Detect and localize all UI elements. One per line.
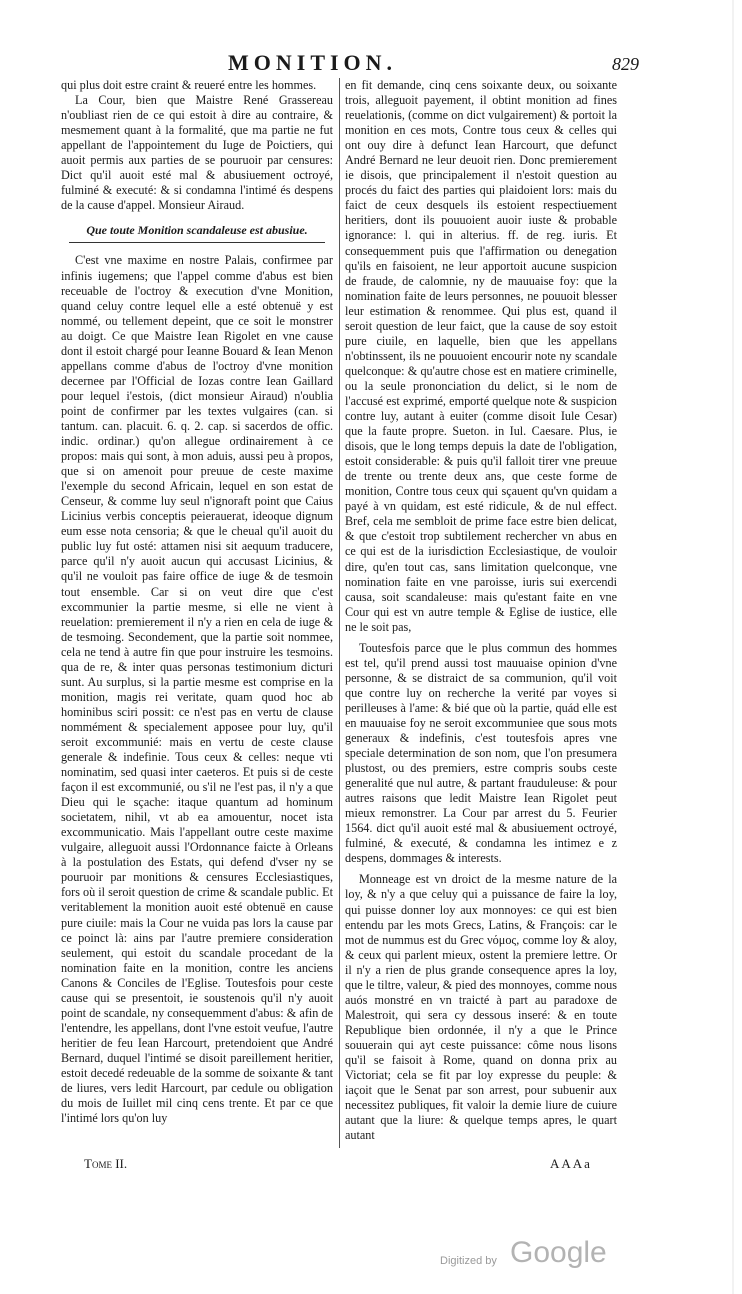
court-decision-paragraph: Toutesfois parce que le plus commun des hommes est tel, qu'il prend aussi tost mauuaise opinion d'vne personne, & se distraict de sa communion, qu'il voit que contre luy on recherche la verité par voyes si perilleuses à l'ame: & bié que où la partie, quád elle est en mauuaise foy ne seroit excommuniee que sous mots generaux & indefinis, c'est toutesfois apres vne speciale determination de son nom, que l'on presumera plustost, ou des premiers, estre compris soubs ceste generalité que nul autre, & partant frauduleuse: & pour autres raisons que ledit Maistre Iean Rigolet peut mieux remonstrer. La Cour par arrest du 5. Feurier 1564. dict qu'il auoit esté mal & abusiuement octroyé, fulminé, & executé, & condamna les intimez e z despens, dommages & interests. — [345, 640, 617, 866]
monneage-paragraph: Monneage est vn droict de la mesme nature de la loy, & n'y a que celuy qui a puissance de faire la loy, qui puisse donner loy aux monnoyes: ce qui est bien entendu par les mots Grecs, Latins, & François: car le mot de nummus est du Grec νόμος, comme loy & aloy, & ceux qui parlent mieux, ostent la premiere lettre. Or il n'y a rien de plus grande consequence apres la loy, que le tiltre, valeur, & pied des monnoyes, comme nous auós monstré en vn traicté à part au paradoxe de Malestroit, qui sera cy dessous inseré: & en toute Republique bien ordonnée, il n'y a que le Prince souuerain qui ayt ceste puissance: côme nous lisons qu'il se faisoit à Rome, quand on donna prix au Victoriat; cela se fit par loy expresse du peuple: & iaçoit que le Senat par son arrest, pour subuenir aux necessitez publiques, fit valoir la demie liure de cuiure autant que la liure: & quelque temps apres, le quart autant — [345, 872, 617, 1143]
page-number: 829 — [612, 54, 639, 74]
page-footer — [0, 1156, 742, 1176]
tome-label: Tome II. — [84, 1156, 128, 1171]
section-divider — [69, 242, 325, 243]
google-logo: Google — [510, 1236, 607, 1269]
continuation-paragraph: qui plus doit estre craint & reueré entre les hommes. — [61, 78, 317, 92]
page-edge — [732, 0, 734, 1294]
column-divider — [339, 78, 340, 1148]
running-head — [0, 50, 742, 80]
digitized-by-label: Digitized by — [440, 1255, 497, 1267]
court-ruling-paragraph: La Cour, bien que Maistre René Grassereau n'oubliast rien de ce qui estoit à dire au contraire, & mesmement quant à la formalité, que ma partie ne fut appellant de l'appointement du Iuge de Poictiers, qui auoit permis aux parties de se pouruoir par censures: Dict qu'il auoit esté mal & abusiuement octroyé, fulminé & executé: & si condamna l'intimé és despens de la cause d'appel. Monsieur Airaud. — [61, 93, 333, 213]
signature-mark: AAAa — [550, 1156, 592, 1171]
section-heading: Que toute Monition scandaleuse est abusiue. — [86, 223, 308, 238]
right-column — [345, 78, 617, 1143]
monition-argument-paragraph: en fit demande, cinq cens soixante deux, ou soixante trois, alleguoit payement, il obtint monition ad fines reuelationis, (comme on dict vulgairement) & portoit la monition en ces mots, Contre tous ceux & celles qui ont ouy dire à defunct Iean Harcourt, que defunct André Bernard ne leur deuoit rien. Donc premierement ie disois, que principalement il n'estoit question au procés du faict des parties qui plaidoient lors: mais du faict de ceux desquels ils estoient respectiuement heritiers, dont ils pouuoient auoir iuste & probable ignorance: l. qui in alterius. ff. de reg. iuris. Et consequemment puis que l'affirmation ou denegation qu'ils en faisoient, ne leur apportoit aucune suspicion de fraude, de calomnie, ny de mauuaise foy: que la nomination faite de leurs personnes, ne pouuoit blesser leur estimation & renommee. Qui plus est, quand il seroit question de leur faict, que la cause de soy estoit pure ciuile, en laquelle, bien que les appellans n'obtinssent, ils ne pouuoient encourir note ny scandale quelconque: & qu'autre chose est en matiere criminelle, ou la seule prononciation du delict, si le nom de l'accusé est exprimé, emporté quelque note & suspicion contre luy, autant à euiter (comme disoit Iule Cesar) que la faute propre. Sueton. in Iul. Caesare. Plus, ie disois, que le long temps depuis la date de l'obligation, estoit considerable: & puis qu'il falloit tirer vne preuue de trente ou trente deux ans, que ceste forme de monition, Contre tous ceux qui sçauent qu'vn quidam a payé à vn quidam, est esté ridicule, & de nul effect. Bref, cela me sembloit de prime face estre bien delicat, & que c'estoit trop subtilement rechercher vn abus en ce qui est de la iurisdiction Ecclesiastique, de vouloir dire, qu'en tout cas, sans limitation quelconque, vne nomination faite en vne paroisse, iuris sui exercendi causa, soit scandaleuse: mais qu'estant faite en vne Cour qui est vn autre temple & Eglise de iustice, elle ne le soit pas, — [345, 78, 617, 634]
left-column — [61, 78, 333, 1126]
google-watermark — [440, 1236, 640, 1276]
maxim-paragraph: C'est vne maxime en nostre Palais, confirmee par infinis iugemens; que l'appel comme d'abus est bien receuable de l'octroy & execution d'vne Monition, quand celuy contre lequel elle a esté obtenuë y est nommé, ou tellement depeint, que ce soit le monstrer au doigt. Ce que Maistre Iean Rigolet en vne cause dont il estoit chargé pour Ieanne Bouard & Iean Menon appellans comme d'abus de l'octroy d'vne monition decernee par l'Official de Iozas contre Iean Gaillard pour lequel i'estois, (dict monsieur Airaud) n'oublia point de confirmer par les textes vulgaires (can. si tantum. can. placuit. 6. q. 2. cap. si sacerdos de offic. indic. ordinar.) qu'on allegue ordinairement à ce propos: mais qui sont, à mon aduis, aussi peu à propos, que si on amenoit pour preuue de ceste maxime l'exemple du second Africain, lequel en son estat de Censeur, & comme luy seul n'ignoraft point que Caius Licinius verbis conceptis peierauerat, ideoque dignum eum esse nota censoria; & que le cheual qu'il auoit du public luy fut osté: attamen nisi sit aequum traducere, parce qu'il n'y auoit aucun qui accusast Licinius, & qu'il ne vouloit pas faire office de iuge & de tesmoin tout ensemble. Car si on veut dire que c'est excommunier la partie mesme, si elle ne vient à reuelation: premierement il n'y a rien en cela de iuge & de tesmoing. Secondement, que la partie soit nommee, cela ne tend à autre fin que pour instruire les tesmoins. qua de re, & inter quas personas testimonium dicturi sunt. Au surplus, si la partie mesme est comprise en la monition, magis rei veritate, quam quod hoc ab hominibus sciri possit: ce n'est pas en vertu de clause nommément & specialement apposee pour luy, qu'il seroit excommunié: mais en vertu de ceste clause generale & indefinie. Tous ceux & celles: neque vti nominatim, sed quasi inter caeteros. Et puis si de ceste façon il est excommunié, ou s'il ne l'est pas, il n'y a que Dieu qui le sçache: itaque quantum ad hominum societatem, nihil, vt ab ea amouentur, nocet ista excommunicatio. Mais l'appellant outre ceste maxime vulgaire, alleguoit aussi l'Ordonnance faicte à Orleans à la postulation des Estats, qui defend d'vser ny se pouruoir par monitions & censures Ecclesiastiques, fors où il seroit question de crime & scandale public. Et veritablement la monition auoit esté obtenuë en cause pure ciuile: mais la Cour ne vuida pas lors la cause par ce poinct là: ains par l'autre premiere consideration seulement, qui estoit du scandale procedant de la nomination faite en la monition, contre les anciens Canons & Conciles de l'Eglise. Toutesfois pour ceste cause qui se presentoit, ie soustenois qu'il n'y auoit point de scandale, ny consequemment d'abus: & afin de l'entendre, les appellans, dont l'vne estoit veufue, l'autre heritier de feu Iean Harcourt, pretendoient que André Bernard, duquel l'intimé se disoit pareillement heritier, estoit decedé redeuable de la somme de soixante & tant de liures, vers ledit Harcourt, par cedule ou obligation du mois de Iuillet mil cinq cens trente. Et par ce que l'intimé lors qu'on luy — [61, 253, 333, 1126]
page-title: MONITION. — [228, 50, 398, 75]
